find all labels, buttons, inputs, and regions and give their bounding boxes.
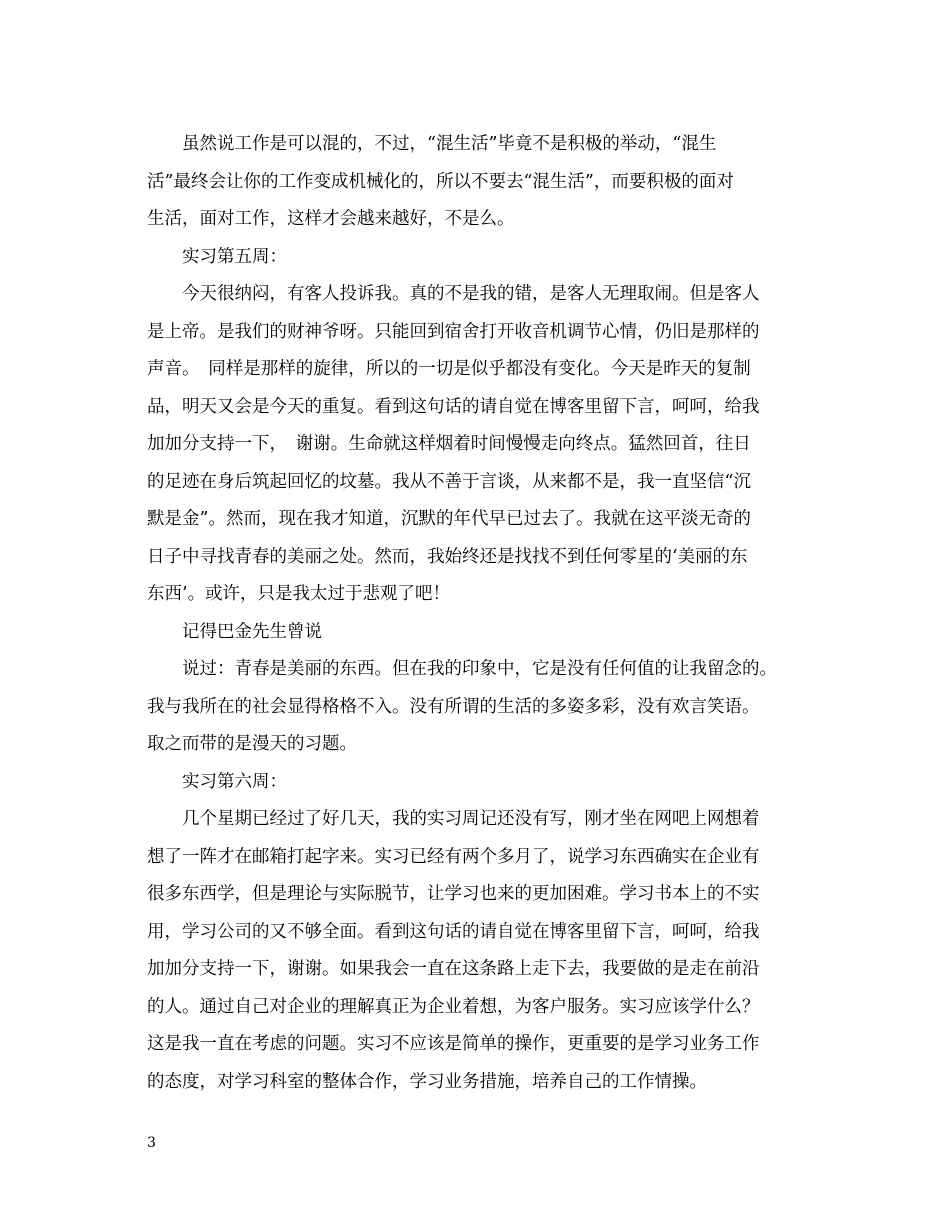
text-line: 记得巴金先生曾说: [147, 621, 322, 642]
text-line: 声音。 同样是那样的旋律，所以的一切是似乎都没有变化。今天是昨天的复制: [147, 359, 751, 379]
text-line: 说过：青春是美丽的东西。但在我的印象中，它是没有任何值的让我留念的。: [147, 659, 777, 679]
text-line: 是上帝。是我们的财神爷呀。只能回到宿舍打开收音机调节心情，仍旧是那样的: [147, 321, 760, 342]
text-line: 用，学习公司的又不够全面。看到这句话的请自觉在博客里留下言，呵呵，给我: [147, 921, 760, 942]
text-line: 的足迹在身后筑起回忆的坟墓。我从不善于言谈，从来都不是，我一直坚信“沉: [147, 471, 751, 492]
text-line: 想了一阵才在邮箱打起字来。实习已经有两个多月了，说学习东西确实在企业有: [147, 846, 760, 867]
text-line: 我与我所在的社会显得格格不入。没有所谓的生活的多姿多彩，没有欢言笑语。: [147, 696, 760, 717]
text-line: 活”最终会让你的工作变成机械化的，所以不要去“混生活”，而要积极的面对: [147, 171, 734, 192]
text-line: 生活，面对工作，这样才会越来越好，不是么。: [147, 209, 515, 229]
text-line: 日子中寻找青春的美丽之处。然而，我始终还是找找不到任何零星的‘美丽的东: [147, 546, 748, 567]
page-number: 3: [147, 1135, 156, 1151]
text-line: 很多东西学，但是理论与实际脱节，让学习也来的更加困难。学习书本上的不实: [147, 884, 760, 904]
text-line: 今天很纳闷，有客人投诉我。真的不是我的错，是客人无理取闹。但是客人: [147, 284, 760, 304]
text-line: 东西’。或许，只是我太过于悲观了吧！: [147, 584, 451, 604]
text-line: 的态度，对学习科室的整体合作，学习业务措施，培养自己的工作情操。: [147, 1071, 707, 1092]
document-body: [147, 126, 817, 1101]
text-line: 加加分支持一下， 谢谢。生命就这样烟着时间慢慢走向终点。猛然回首，往日: [147, 434, 751, 454]
text-line: 的人。通过自己对企业的理解真正为企业着想，为客户服务。实习应该学什么？: [147, 996, 760, 1017]
text-line: 取之而带的是漫天的习题。: [147, 734, 357, 754]
text-line: 这是我一直在考虑的问题。实习不应该是简单的操作，更重要的是学习业务工作: [147, 1034, 760, 1054]
text-line: 加加分支持一下，谢谢。如果我会一直在这条路上走下去，我要做的是走在前沿: [147, 959, 760, 979]
text-line: 虽然说工作是可以混的，不过，“混生活”毕竟不是积极的举动，“混生: [147, 134, 717, 154]
section-heading: 实习第六周：: [147, 771, 287, 792]
text-line: 几个星期已经过了好几天，我的实习周记还没有写，刚才坐在网吧上网想着: [147, 809, 760, 829]
section-heading: 实习第五周：: [147, 246, 287, 267]
text-line: 默是金”。然而，现在我才知道，沉默的年代早已过去了。我就在这平淡无奇的: [147, 509, 751, 529]
text-line: 品，明天又会是今天的重复。看到这句话的请自觉在博客里留下言，呵呵，给我: [147, 396, 760, 417]
